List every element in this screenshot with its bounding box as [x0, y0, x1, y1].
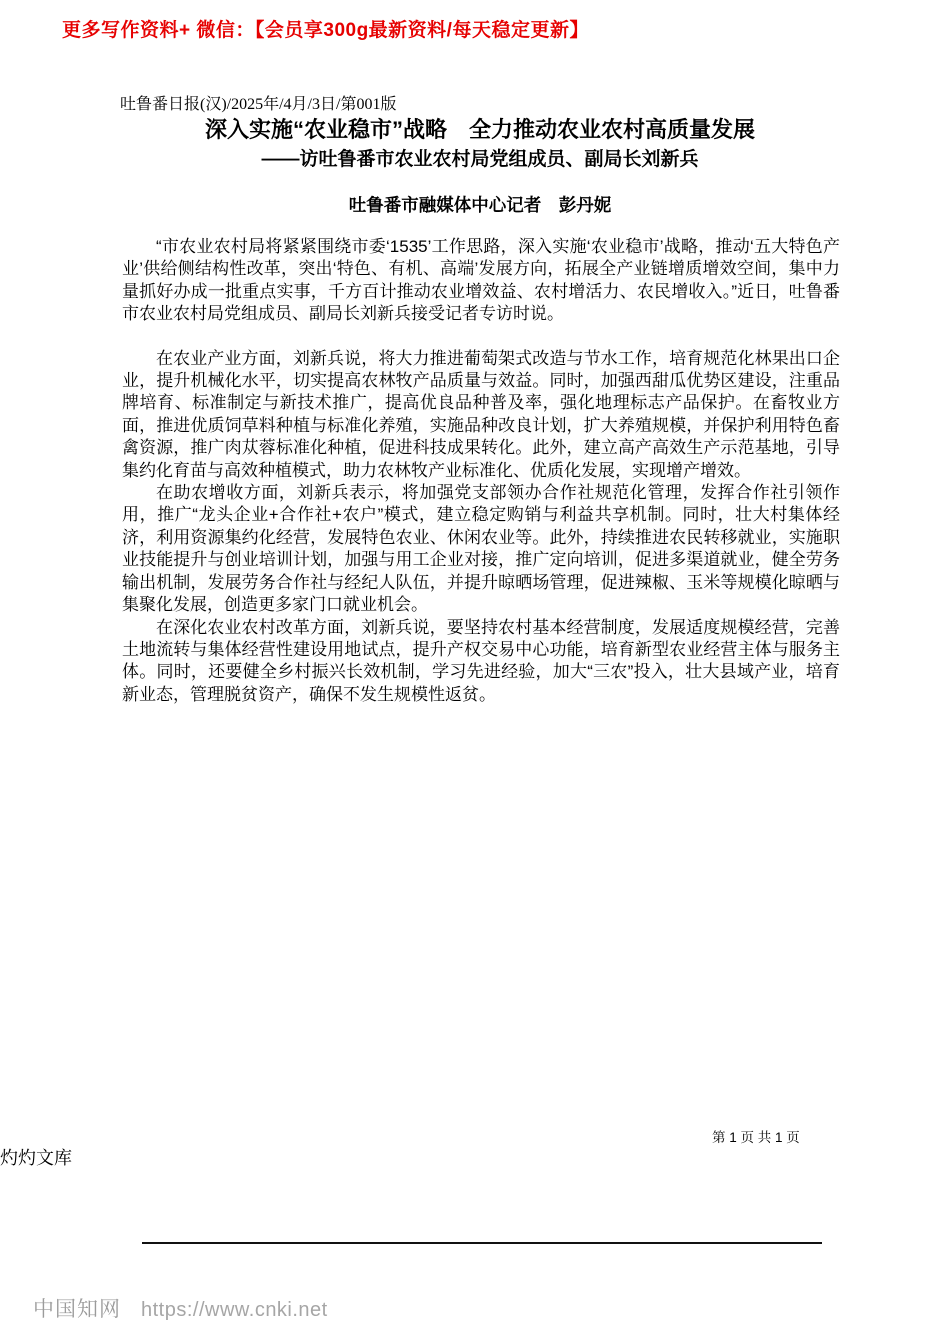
source-line: 吐鲁番日报(汉)/2025年/4月/3日/第001版	[120, 96, 397, 113]
library-watermark: 灼灼文库	[0, 1148, 72, 1168]
footer-divider-line	[142, 1242, 822, 1244]
article-title: 深入实施“农业稳市”战略 全力推动农业农村高质量发展	[204, 117, 755, 142]
article-subtitle: ——访吐鲁番市农业农村局党组成员、副局长刘新兵	[261, 149, 699, 170]
page-number: 第 1 页 共 1 页	[712, 1130, 800, 1145]
promo-banner: 更多写作资料+ 微信：【会员享300g最新资料/每天稳定更新】	[62, 20, 589, 41]
paragraph-agriculture-industry: 在农业产业方面，刘新兵说，将大力推进葡萄架式改造与节水工作，培育规范化林果出口企业，提升机械化水平，切实提高农林牧产品质量与效益。同时，加强西甜瓜优势区建设，注重品牌培育、标准制定与新技术推广，提高优良品种普及率，强化地理标志产品保护。在畜牧业方面，推进优质饲草料种植与标准化养殖，实施品种改良计划，扩大养殖规模，并保护利用特色畜禽资源，推广肉苁蓉标准化种植，促进科技成果转化。此外，建立高产高效生产示范基地，引导集约化育苗与高效种植模式，助力农林牧产业标准化、优质化发展，实现增产增效。	[122, 348, 840, 480]
cnki-footer	[33, 1293, 328, 1323]
paragraph-intro-quote: “市农业农村局将紧紧围绕市委‘1535’工作思路，深入实施‘农业稳市’战略，推动‘五大特色产业’供给侧结构性改革，突出‘特色、有机、高端’发展方向，拓展全产业链增质增效空间，集中力量抓好办成一批重点实事，千方百计推动农业增效益、农村增活力、农民增收入。”近日，吐鲁番市农业农村局党组成员、副局长刘新兵接受记者专访时说。	[122, 237, 840, 324]
cnki-url-watermark: https://www.cnki.net	[141, 1299, 328, 1321]
article-byline: 吐鲁番市融媒体中心记者 彭丹妮	[348, 195, 612, 215]
article-body	[122, 236, 840, 706]
paragraph-rural-reform: 在深化农业农村改革方面，刘新兵说，要坚持农村基本经营制度，发展适度规模经营，完善土地流转与集体经营性建设用地试点，提升产权交易中心功能，培育新型农业经营主体与服务主体。同时，还要健全乡村振兴长效机制，学习先进经验，加大“三农”投入，壮大县域产业，培育新业态，管理脱贫资产，确保不发生规模性返贫。	[122, 617, 840, 704]
paragraph-farmer-income: 在助农增收方面，刘新兵表示，将加强党支部领办合作社规范化管理，发挥合作社引领作用，推广“龙头企业+合作社+农户”模式，建立稳定购销与利益共享机制。同时，壮大村集体经济，利用资源集约化经营，发展特色农业、休闲农业等。此外，持续推进农民转移就业，实施职业技能提升与创业培训计划，加强与用工企业对接，推广定向培训，促进多渠道就业，健全劳务输出机制，发展劳务合作社与经纪人队伍，并提升晾晒场管理，促进辣椒、玉米等规模化晾晒与集聚化发展，创造更多家门口就业机会。	[122, 483, 840, 615]
cnki-brand-watermark: 中国知网	[33, 1298, 121, 1321]
